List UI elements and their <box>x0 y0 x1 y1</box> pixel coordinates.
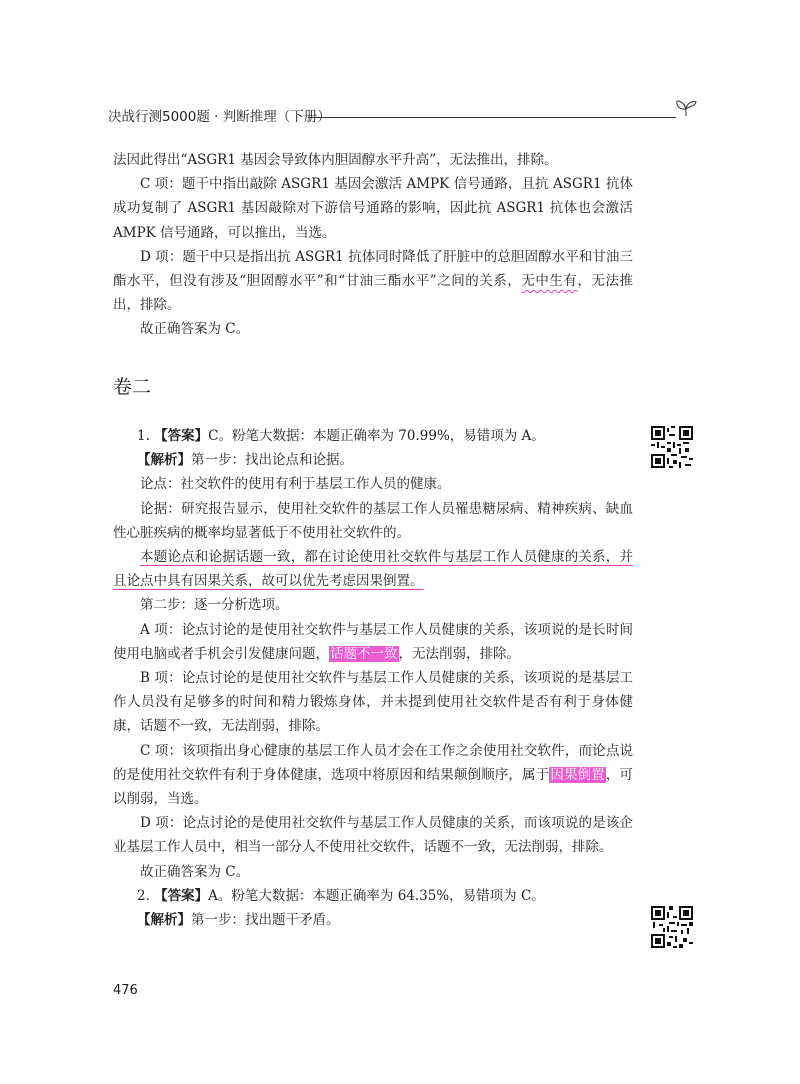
q1-note <box>113 545 633 593</box>
q1-step2: 第二步：逐一分析选项。 <box>140 597 289 614</box>
question-1 <box>113 424 633 932</box>
q1-answer-text: C。粉笔大数据：本题正确率为 70.99%，易错项为 A。 <box>208 428 545 444</box>
continued-analysis <box>113 148 633 342</box>
q2-analysis-tag: 【解析】 <box>137 912 191 929</box>
q1-option-c <box>113 739 633 812</box>
q1-option-a <box>113 618 633 666</box>
sprout-icon <box>674 97 698 117</box>
q2-analysis-text: 第一步：找出题干矛盾。 <box>191 912 340 929</box>
q1-option-c-text: C 项：该项指出身心健康的基层工作人员才会在工作之余使用社交软件，而论点说的是使用社交软件有利于身体健康，选项中将原因和结果颠倒顺序，属于 <box>113 742 633 783</box>
q2-answer-tag: 【答案】 <box>154 887 209 904</box>
paragraph-option-d <box>113 245 633 318</box>
q1-option-a-text: A 项：论点讨论的是使用社交软件与基层工作人员健康的关系，该项说的是长时间使用电脑或者手机会引发健康问题， <box>113 621 633 662</box>
q1-conclusion: 故正确答案为 C。 <box>140 863 250 880</box>
q2-analysis-line <box>113 908 633 932</box>
q2-number: 2. <box>137 887 155 904</box>
q1-argument: 论点：社交软件的使用有利于基层工作人员的健康。 <box>140 476 451 493</box>
highlight-causal-reversal: 因果倒置 <box>550 766 605 783</box>
qr-code-icon[interactable] <box>651 426 693 468</box>
header-rule <box>308 117 676 118</box>
q1-note-underlined: 本题论点和论据话题一致，都在讨论使用社交软件与基层工作人员健康的关系，并且论点中具有因果关系，故可以优先考虑因果倒置。 <box>113 549 633 590</box>
q2-answer-text: A。粉笔大数据：本题正确率为 64.35%，易错项为 C。 <box>208 887 545 904</box>
running-header <box>108 105 698 127</box>
q1-option-b: B 项：论点讨论的是使用社交软件与基层工作人员健康的关系，该项说的是基层工作人员没有足够多的时间和精力锻炼身体，并未提到使用社交软件是否有利于身体健康，话题不一致，无法削弱，排除。 <box>113 670 633 735</box>
qr-code-icon[interactable] <box>651 906 693 948</box>
q1-answer-line <box>113 424 633 448</box>
section-title: 卷二 <box>113 376 152 398</box>
paragraph-continuation: 法因此得出“ASGR1 基因会导致体内胆固醇水平升高”，无法推出，排除。 <box>113 152 558 168</box>
paragraph-option-c: C 项：题干中指出敲除 ASGR1 基因会激活 AMPK 信号通路，且抗 ASGR1 抗体成功复制了 ASGR1 基因敲除对下游信号通路的影响，因此抗 ASGR1 抗体也会激活 AMPK 信号通路，可以推出，当选。 <box>113 176 633 241</box>
highlight-topic-mismatch: 话题不一致 <box>330 645 398 662</box>
q1-analysis-tag: 【解析】 <box>137 452 191 469</box>
option-d-text: D 项：题干中只是指出抗 ASGR1 抗体同时降低了肝脏中的总胆固醇水平和甘油三酯水平，但没有涉及“胆固醇水平”和“甘油三酯水平”之间的关系， <box>113 248 633 290</box>
wavy-keyword: 无中生有 <box>521 273 578 290</box>
q1-analysis-line <box>113 448 633 472</box>
q1-analysis-text: 第一步：找出论点和论据。 <box>191 452 353 469</box>
q1-number: 1. <box>137 428 155 444</box>
q2-answer-line <box>113 884 633 908</box>
paragraph-conclusion: 故正确答案为 C。 <box>140 321 250 338</box>
page-number: 476 <box>113 983 138 998</box>
option-d-tail: ，无法推出，排除。 <box>113 273 634 314</box>
book-title: 决战行测5000题 · 判断推理（下册） <box>108 109 331 125</box>
q1-option-d: D 项：论点讨论的是使用社交软件与基层工作人员健康的关系，而该项说的是该企业基层工作人员中，相当一部分人不使用社交软件，话题不一致，无法削弱，排除。 <box>113 815 633 856</box>
q1-option-a-tail: ，无法削弱，排除。 <box>398 645 520 662</box>
q1-answer-tag: 【答案】 <box>154 428 209 444</box>
q1-evidence: 论据：研究报告显示，使用社交软件的基层工作人员罹患糖尿病、精神疾病、缺血性心脏疾病的概率均显著低于不使用社交软件的。 <box>113 500 633 541</box>
q1-option-c-tail: ，可以削弱，当选。 <box>113 766 634 808</box>
